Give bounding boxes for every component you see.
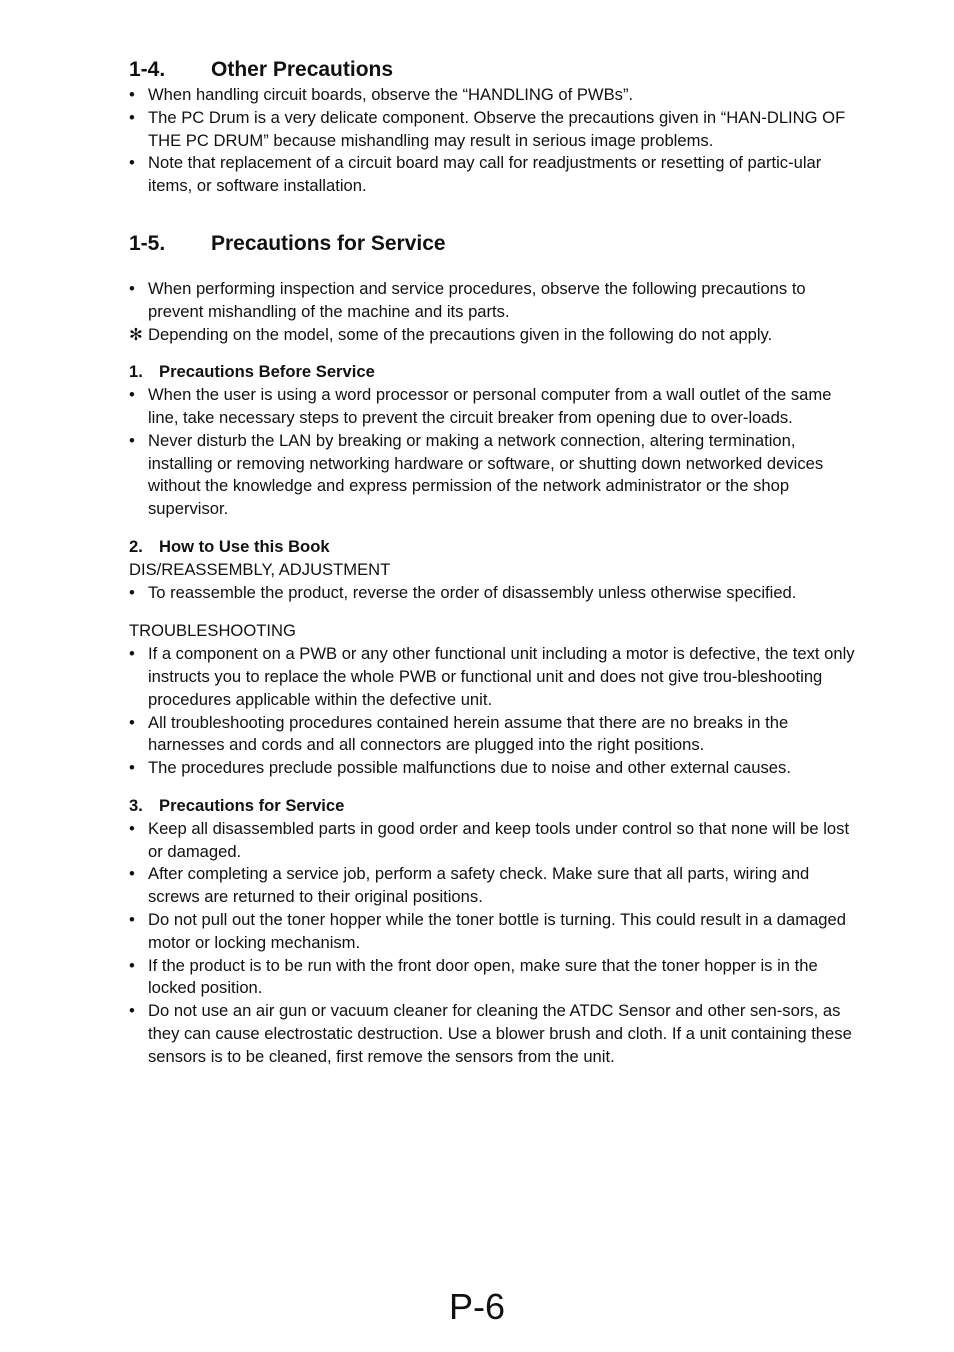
list-item: • Do not use an air gun or vacuum cleaner for cleaning the ATDC Sensor and other sen-sors, as they can cause electrostatic destruction. Use a blower brush and cloth. If a unit containing these sensors is to be cleaned, first remove the sensors from the unit. (129, 1000, 861, 1068)
list-item: • When the user is using a word processor or personal computer from a wall outlet of the same line, take necessary steps to prevent the circuit breaker from opening due to over-loads. (129, 384, 861, 430)
list-item: • Never disturb the LAN by breaking or making a network connection, altering termination, installing or removing networking hardware or software, or shutting down networked devices without the knowledge and express permission of the network administrator or the shop supervisor. (129, 430, 861, 521)
group-heading-disassembly: DIS/REASSEMBLY, ADJUSTMENT (129, 559, 391, 579)
group-heading-troubleshooting: TROUBLESHOOTING (129, 621, 296, 641)
note-text: Depending on the model, some of the precautions given in the following do not apply. (148, 324, 773, 344)
list-item: • All troubleshooting procedures contained herein assume that there are no breaks in the harnesses and cords and all connectors are plugged into the right positions. (129, 712, 861, 758)
section-title: Precautions for Service (211, 231, 446, 255)
subsection-heading-how-to-use (129, 536, 861, 559)
list-item: • Note that replacement of a circuit board may call for readjustments or resetting of partic-ular items, or software installation. (129, 152, 861, 198)
list-item: • When handling circuit boards, observe the “HANDLING of PWBs”. (129, 84, 861, 107)
subsection-heading-precautions-for-service (129, 795, 861, 818)
page-content (129, 56, 861, 1068)
subsection-title: Precautions Before Service (159, 362, 375, 382)
subsection-number: 2. (129, 536, 143, 556)
disassembly-list (129, 582, 861, 605)
list-item: • After completing a service job, perform a safety check. Make sure that all parts, wiring and screws are returned to their original positions. (129, 863, 861, 909)
list-item: • When performing inspection and service procedures, observe the following precautions to prevent mishandling of the machine and its parts. (129, 278, 861, 324)
list-item: • The PC Drum is a very delicate component. Observe the precautions given in “HAN-DLING OF THE PC DRUM” because mishandling may result in serious image problems. (129, 107, 861, 153)
model-note (129, 324, 861, 347)
subsection-number: 3. (129, 795, 143, 815)
list-item: • Do not pull out the toner hopper while the toner bottle is turning. This could result in a damaged motor or locking mechanism. (129, 909, 861, 955)
subsection-number: 1. (129, 362, 143, 382)
page-number: P-6 (448, 1286, 506, 1327)
section-title: Other Precautions (211, 58, 394, 81)
list-item: • To reassemble the product, reverse the order of disassembly unless otherwise specified. (129, 582, 861, 605)
section-heading-precautions-for-service (129, 230, 861, 258)
list-item: • Keep all disassembled parts in good order and keep tools under control so that none will be lost or damaged. (129, 818, 861, 864)
troubleshooting-list (129, 643, 861, 780)
list-item: • If the product is to be run with the front door open, make sure that the toner hopper is in the locked position. (129, 955, 861, 1001)
subsection-title: How to Use this Book (159, 536, 330, 556)
section-number: 1-5. (129, 231, 166, 255)
asterisk-note-icon: ✻ (129, 324, 143, 344)
service-intro-list (129, 278, 861, 324)
other-precautions-list (129, 84, 861, 198)
section-number: 1-4. (129, 58, 166, 81)
list-item: • If a component on a PWB or any other functional unit including a motor is defective, the text only instructs you to replace the whole PWB or functional unit and does not give trou-bleshooting procedures applicable within the defective unit. (129, 643, 861, 711)
section-heading-other-precautions (129, 56, 861, 84)
before-service-list (129, 384, 861, 521)
subsection-heading-before-service (129, 361, 861, 384)
subsection-title: Precautions for Service (159, 795, 345, 815)
list-item: • The procedures preclude possible malfunctions due to noise and other external causes. (129, 757, 861, 780)
service-precautions-list (129, 818, 861, 1069)
